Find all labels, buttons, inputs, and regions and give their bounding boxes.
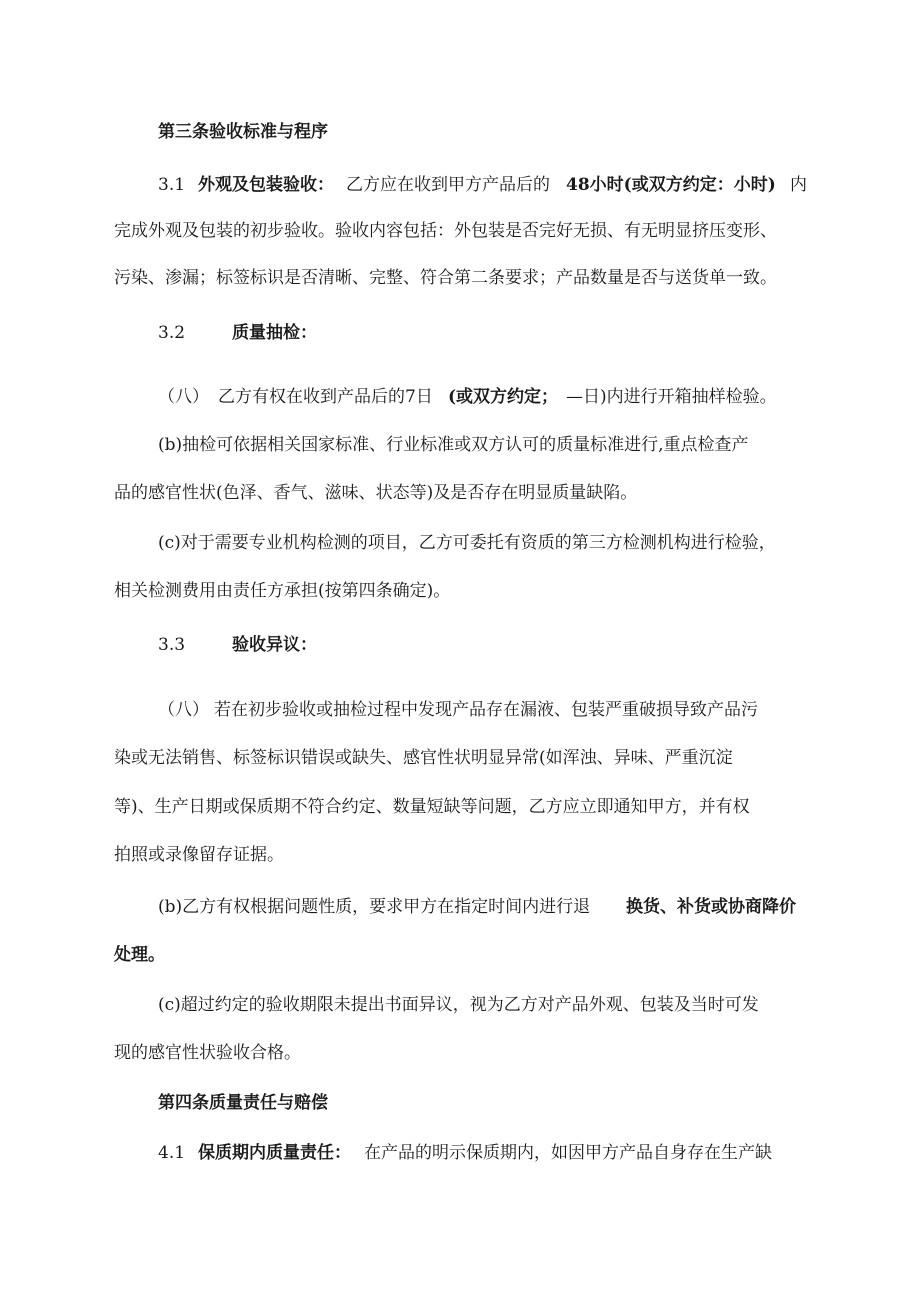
section-number: 3.3 bbox=[158, 635, 186, 655]
list-marker: （八） bbox=[158, 387, 209, 407]
document-page: 第三条验收标准与程序 3.1 外观及包装验收： 乙方应在收到甲方产品后的 48小时(或双方约定：小时) 内 完成外观及包装的初步验收。验收内容包括：外包装是否完好无损、有无明显挤压变形、 污染、渗漏；标签标识是否清晰、完整、符合第二条要求；产品数量是否与送货单一致。 3.2 质量抽检： （八） 乙方有权在收到产品后的7日 (或双方约定； —日)内进行开箱抽样检验。 (b)抽检可依据相关国家标准、行业标准或双方认可的质量标准进行,重点检查产 品的感官性状(色泽、香气、滋味、状态等)及是否存在明显质量缺陷。 (c)对于需要专业机构检测的项目，乙方可委托有资质的第三方检测机构进行检验， 相关检测费用由责任方承担(按第四条确定)。 3.3 验收异议： （八） 若在初步验收或抽检过程中发现产品存在漏液、包装严重破损导致产品污 染或无法销售、标签标识错误或缺失、感官性状明显异常(如浑浊、异味、严重沉淀 等)、生产日期或保质期不符合约定、数量短缺等问题，乙方应立即通知甲方，并有权 拍照或录像留存证据。 (b)乙方有权根据问题性质，要求甲方在指定时间内进行退 换货、补货或协商降价 处理。 (c)超过约定的验收期限未提出书面异议，视为乙方对产品外观、包装及当时可发 现的感官性状验收合格。 第四条质量责任与赔偿 4.1 保质期内质量责任： 在产品的明示保质期内，如因甲方产品自身存在生产缺 bbox=[114, 122, 807, 1163]
section-number: 3.1 bbox=[158, 175, 186, 195]
section-title: 保质期内质量责任： bbox=[198, 1143, 351, 1163]
section-title: 质量抽检： bbox=[232, 323, 317, 343]
section-title: 验收异议： bbox=[232, 635, 317, 655]
section-number: 3.2 bbox=[158, 323, 186, 343]
section-number: 4.1 bbox=[158, 1143, 186, 1163]
list-marker: （八） bbox=[158, 700, 209, 720]
section-title: 外观及包装验收： bbox=[198, 175, 334, 195]
